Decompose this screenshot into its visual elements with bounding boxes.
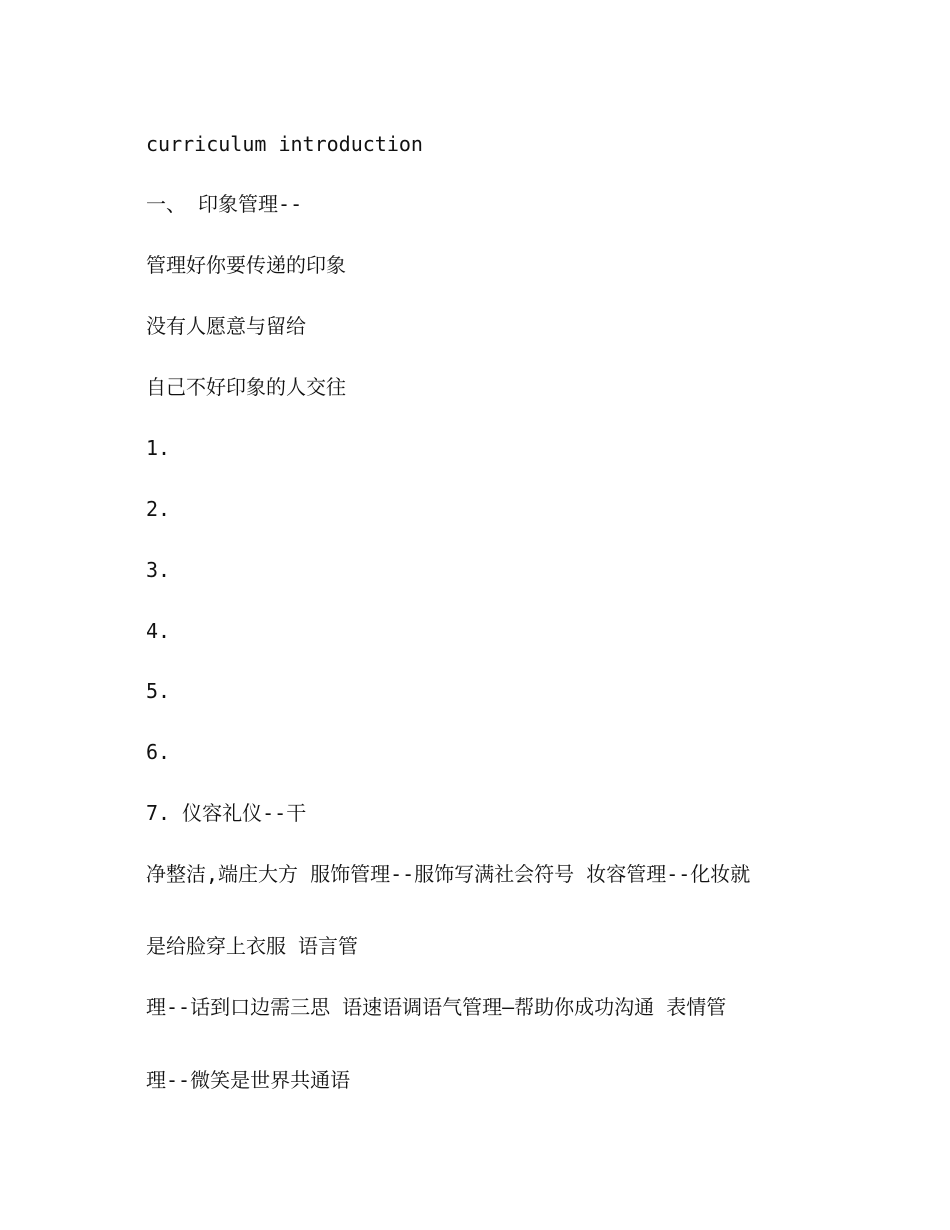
list-number: 2. — [146, 497, 171, 521]
list-number: 5. — [146, 679, 171, 703]
text-line: 自己不好印象的人交往 — [146, 375, 346, 399]
text-line: 管理好你要传递的印象 — [146, 253, 346, 277]
text-line: 没有人愿意与留给 — [146, 314, 306, 338]
list-number: 1. — [146, 436, 171, 460]
text-line: 理--话到口边需三思 语速语调语气管理—帮助你成功沟通 表情管 — [146, 995, 727, 1019]
list-item-appearance-etiquette: 7. 仪容礼仪--干 — [146, 801, 307, 825]
text-line: 理--微笑是世界共通语 — [146, 1068, 351, 1092]
list-number: 6. — [146, 740, 171, 764]
list-number: 3. — [146, 558, 171, 582]
list-number: 4. — [146, 619, 171, 643]
text-line: 净整洁,端庄大方 服饰管理--服饰写满社会符号 妆容管理--化妆就 — [146, 862, 751, 886]
text-line: 是给脸穿上衣服 语言管 — [146, 934, 359, 958]
section-title-impression-management: 一、 印象管理-- — [146, 192, 303, 216]
doc-heading-curriculum-introduction: curriculum introduction — [146, 132, 423, 156]
